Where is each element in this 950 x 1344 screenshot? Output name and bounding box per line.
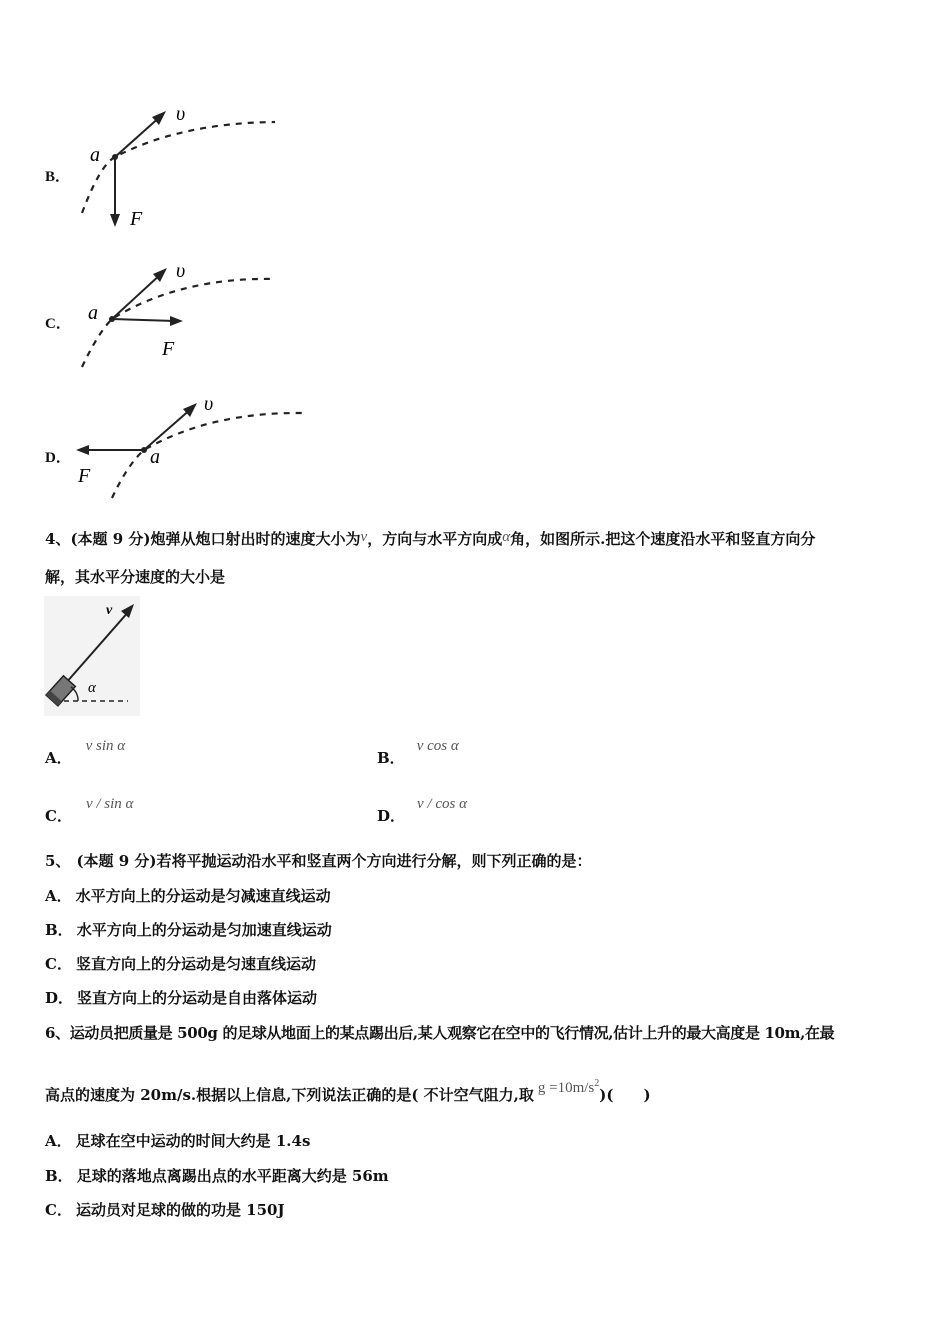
trajectory-curve [82,279,275,367]
q4-line2: 解，其水平分速度的大小是 [45,568,226,586]
cannon-figure [44,596,140,716]
q6-option-a-text: 足球在空中运动的时间大约是 1.4s [75,1132,311,1150]
q4-option-c-expr: v / sin α [85,796,134,812]
q4-score: (本题 9 分) [70,530,151,548]
q5-option-a-text: 水平方向上的分运动是匀减速直线运动 [75,887,331,905]
q4-var-v: v [360,529,368,545]
q5-score: (本题 9 分) [76,852,157,870]
q6-option-b-text: 足球的落地点离踢出点的水平距离大约是 56m [76,1167,389,1185]
q5-option-a-label: A． [45,887,72,905]
q6-option-a[interactable] [45,1130,310,1151]
label-F: F [130,208,143,230]
q6-option-c-text: 运动员对足球的做的功是 150J [75,1201,285,1219]
label-v: v [106,603,113,618]
q6-line1 [45,1022,834,1043]
q5-option-c[interactable] [45,953,316,974]
q4-text-part2: ，方向与水平方向成 [367,530,503,548]
q4-number: 4、 [45,530,71,548]
q4-option-d-expr: v / cos α [417,796,467,812]
q6-option-b-label: B． [45,1167,73,1185]
q6-option-c[interactable] [45,1199,285,1220]
q4-line1 [45,528,815,549]
label-v: υ [176,260,186,282]
label-v: υ [176,103,186,125]
q5-option-c-text: 竖直方向上的分运动是匀速直线运动 [75,955,316,973]
q6-option-c-label: C． [45,1201,72,1219]
label-a: a [150,446,160,468]
q4-option-c-label: C． [45,807,72,825]
q6-option-b[interactable] [45,1165,389,1186]
q5-number: 5、 [45,852,71,870]
trajectory-curve [82,122,275,213]
q4-option-a-label: A． [45,749,72,767]
q6-text-line1: 运动员把质量是 500g 的足球从地面上的某点踢出后,某人观察它在空中的飞行情况,估计上升的最大高度是 10m,在最 [69,1024,835,1042]
q4-option-a-expr: v sin α [85,738,126,754]
label-a: a [90,144,100,166]
q6-number: 6、 [45,1024,70,1042]
option-d-label: D． [45,450,71,466]
label-alpha: α [88,680,96,696]
q6-g-exp: 2 [594,1078,600,1089]
q4-var-alpha: α [502,529,511,545]
label-a: a [88,302,98,324]
q4-option-c[interactable] [45,792,134,825]
q4-option-b-expr: v cos α [416,738,459,754]
label-v: υ [204,393,214,415]
q6-line2 [45,1078,651,1105]
figure-option-b [70,95,290,235]
q5-option-d[interactable] [45,987,317,1008]
q4-option-b[interactable] [377,734,459,767]
figure-option-d [70,390,310,505]
force-arrow [112,319,175,321]
q6-g-expr [538,1080,599,1096]
q4-option-d-label: D． [377,807,406,825]
q5-option-d-label: D． [45,989,74,1007]
q4-text-part3: 角，如图所示.把这个速度沿水平和竖直方向分 [510,530,816,548]
q5-option-b-text: 水平方向上的分运动是匀加速直线运动 [76,921,332,939]
q6-g-text: g =10m/s [537,1080,595,1096]
velocity-arrow [112,273,162,319]
q5-option-a[interactable] [45,885,331,906]
q4-option-b-label: B． [377,749,405,767]
q6-option-a-label: A． [45,1132,72,1150]
option-b-label: B． [45,169,71,185]
q4-option-d[interactable] [377,792,467,825]
q5-option-d-text: 竖直方向上的分运动是自由落体运动 [77,989,318,1007]
q5-text: 若将平抛运动沿水平和竖直两个方向进行分解，则下列正确的是： [156,852,592,870]
q6-text-line2-part1: 高点的速度为 20m/s.根据以上信息,下列说法正确的是( 不计空气阻力,取 [45,1086,534,1104]
trajectory-curve [112,413,302,498]
q5-option-b-label: B． [45,921,73,939]
q4-option-a[interactable] [45,734,126,767]
label-F: F [78,465,91,487]
velocity-arrow [144,408,192,450]
label-F: F [162,338,175,360]
q5-option-c-label: C． [45,955,72,973]
velocity-arrow [115,115,162,157]
q5-stem [45,850,592,871]
q4-text-part1: 炮弹从炮口射出时的速度大小为 [150,530,361,548]
q5-option-b[interactable] [45,919,332,940]
figure-option-c [70,255,290,375]
option-c-label: C． [45,316,71,332]
q6-text-line2-part2: )( ) [599,1086,651,1104]
